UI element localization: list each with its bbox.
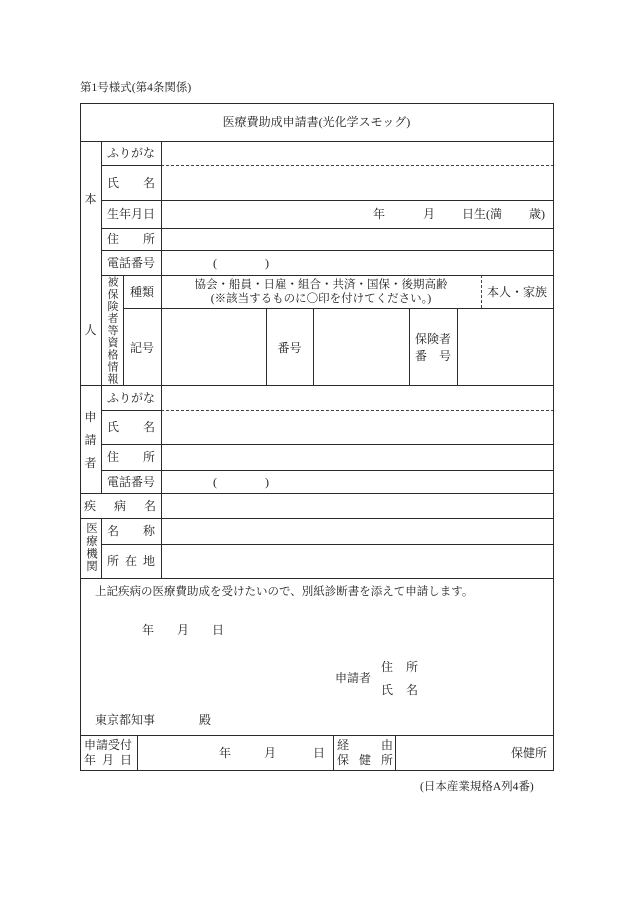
declaration-date-year: 年 (142, 623, 155, 637)
via-label-line1: 経由 (337, 738, 426, 752)
insurance-section-label: 被保険者等資格情報 (106, 276, 118, 385)
disease-name-entry (162, 494, 553, 518)
institution-name-entry (162, 519, 553, 544)
applicant-section-label-char-1: 申 (84, 410, 97, 424)
applicant-address-label: 住所 (107, 450, 180, 464)
receipt-date-entry (138, 736, 333, 770)
receipt-date-month: 月 (264, 746, 277, 760)
insurance-type-note: (※該当するものに〇印を付けてください。) (210, 293, 432, 305)
applicant-phone-entry (162, 471, 553, 493)
patient-name-label: 氏名 (107, 176, 180, 190)
applicant-furigana-label: ふりがな (107, 391, 156, 405)
patient-section-label-char-2: 人 (84, 323, 97, 337)
applicant-section-label-char-3: 者 (84, 456, 97, 470)
applicant-phone-open-paren: ( (213, 475, 217, 489)
insurance-symbol-label: 記号 (129, 341, 154, 355)
applicant-name-label: 氏名 (107, 420, 180, 434)
patient-birthdate-day-age: 日生(満 (462, 207, 502, 221)
receipt-date-year: 年 (219, 746, 232, 760)
insurer-number-label-line1: 保険者 (414, 332, 451, 346)
institution-name-label: 名称 (107, 524, 180, 538)
applicant-name-entry (162, 411, 553, 444)
applicant-phone-close-paren: ) (265, 475, 269, 489)
declaration-statement: 上記疾病の医療費助成を受けたいので、別紙診断書を添えて申請します。 (95, 586, 474, 598)
paper-size-note: (日本産業規格A列4番) (420, 781, 534, 793)
patient-birthdate-year: 年 (373, 207, 386, 221)
form-number: 第1号様式(第4条関係) (80, 82, 192, 94)
signer-label: 申請者 (335, 671, 372, 685)
receipt-date-day: 日 (313, 746, 326, 760)
patient-name-entry (162, 166, 553, 200)
applicant-address-entry (162, 445, 553, 470)
disease-name-label: 疾病名 (84, 499, 175, 513)
insurance-type-label: 種類 (129, 285, 154, 299)
institution-address-entry (162, 545, 553, 578)
insurance-relation-options: 本人・家族 (486, 285, 547, 299)
applicant-phone-label: 電話番号 (107, 475, 156, 489)
insurer-number-label-line2: 番号 (415, 349, 464, 363)
patient-phone-close-paren: ) (265, 256, 269, 270)
patient-furigana-label: ふりがな (107, 146, 156, 160)
addressee-honorific: 殿 (199, 713, 212, 727)
patient-phone-label: 電話番号 (107, 256, 156, 270)
applicant-furigana-entry (162, 386, 553, 410)
receipt-label-line1: 申請受付 (84, 738, 133, 752)
declaration-date-month: 月 (177, 623, 190, 637)
patient-section-label-char-1: 本 (84, 192, 97, 206)
insurance-number-label: 番号 (277, 341, 302, 355)
patient-address-entry (162, 229, 553, 250)
insurance-symbol-entry (162, 309, 266, 385)
signer-name-label: 氏名 (381, 683, 432, 697)
insurance-number-entry (314, 309, 409, 385)
health-center-suffix: 保健所 (511, 746, 548, 760)
patient-phone-entry (162, 251, 553, 275)
patient-phone-open-paren: ( (213, 256, 217, 270)
patient-age-close: 歳) (529, 207, 545, 221)
insurer-number-entry (458, 309, 553, 385)
signer-address-label: 住所 (381, 660, 432, 674)
insurance-type-options: 協会・船員・日雇・組合・共済・国保・後期高齢 (194, 279, 448, 291)
patient-address-label: 住所 (107, 232, 180, 246)
patient-birthdate-month: 月 (423, 207, 436, 221)
patient-birthdate-label: 生年月日 (107, 207, 156, 221)
form-title: 医療費助成申請書(光化学スモッグ) (222, 115, 411, 129)
applicant-section-label-char-2: 請 (84, 433, 97, 447)
receipt-label-line2: 年月日 (84, 753, 139, 767)
institution-address-label: 所在地 (107, 554, 162, 568)
via-label-line2: 保健所 (337, 753, 404, 767)
addressee: 東京都知事 (95, 713, 156, 727)
institution-section-label: 医療機関 (85, 522, 97, 573)
patient-furigana-entry (162, 142, 553, 165)
declaration-date-day: 日 (212, 623, 225, 637)
